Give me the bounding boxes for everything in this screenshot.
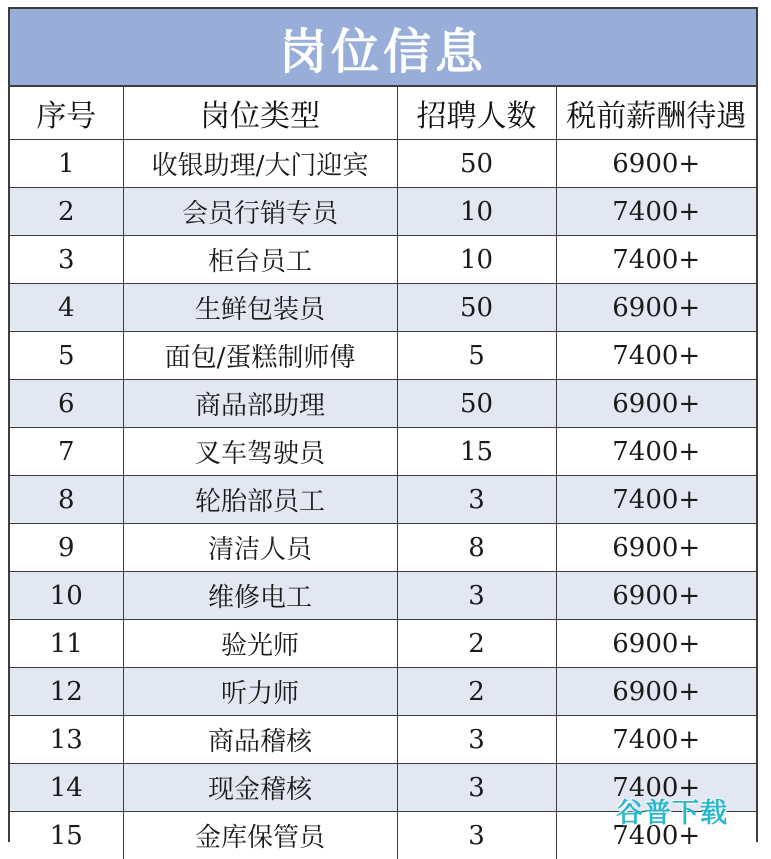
row-index-cell: 15	[10, 812, 123, 859]
header-row	[10, 87, 756, 140]
job-type-cell: 轮胎部员工	[123, 476, 397, 524]
salary-cell: 7400+	[556, 428, 756, 476]
salary-cell: 7400+	[556, 716, 756, 764]
table-row	[10, 236, 756, 284]
headcount-cell: 50	[397, 380, 556, 428]
job-type-cell: 听力师	[123, 668, 397, 716]
table-row	[10, 332, 756, 380]
job-type-cell: 柜台员工	[123, 236, 397, 284]
salary-cell: 6900+	[556, 140, 756, 188]
table-row	[10, 476, 756, 524]
table-row	[10, 380, 756, 428]
job-table	[10, 87, 756, 859]
headcount-cell: 50	[397, 284, 556, 332]
table-row	[10, 572, 756, 620]
headcount-cell: 10	[397, 236, 556, 284]
salary-cell: 7400+	[556, 812, 756, 859]
job-type-cell: 验光师	[123, 620, 397, 668]
row-index-cell: 13	[10, 716, 123, 764]
watermark-logo: 谷普下载	[616, 791, 728, 830]
job-type-cell: 金库保管员	[123, 812, 397, 859]
salary-cell: 7400+	[556, 236, 756, 284]
job-type-cell: 维修电工	[123, 572, 397, 620]
header-index: 序号	[10, 87, 123, 140]
table-row	[10, 188, 756, 236]
row-index-cell: 12	[10, 668, 123, 716]
table-row	[10, 524, 756, 572]
row-index-cell: 1	[10, 140, 123, 188]
header-salary: 税前薪酬待遇	[556, 87, 756, 140]
job-info-table-sheet	[8, 7, 758, 842]
headcount-cell: 2	[397, 620, 556, 668]
table-title: 岗位信息	[279, 13, 487, 82]
table-row	[10, 284, 756, 332]
title-bar	[10, 9, 756, 87]
row-index-cell: 2	[10, 188, 123, 236]
header-job-type: 岗位类型	[123, 87, 397, 140]
row-index-cell: 14	[10, 764, 123, 812]
job-type-cell: 商品稽核	[123, 716, 397, 764]
header-headcount: 招聘人数	[397, 87, 556, 140]
headcount-cell: 3	[397, 812, 556, 859]
salary-cell: 7400+	[556, 188, 756, 236]
headcount-cell: 5	[397, 332, 556, 380]
headcount-cell: 8	[397, 524, 556, 572]
table-body	[10, 140, 756, 859]
job-type-cell: 现金稽核	[123, 764, 397, 812]
row-index-cell: 10	[10, 572, 123, 620]
salary-cell: 6900+	[556, 380, 756, 428]
salary-cell: 6900+	[556, 284, 756, 332]
salary-cell: 7400+	[556, 332, 756, 380]
headcount-cell: 10	[397, 188, 556, 236]
job-type-cell: 清洁人员	[123, 524, 397, 572]
headcount-cell: 3	[397, 572, 556, 620]
table-row	[10, 716, 756, 764]
table-row	[10, 668, 756, 716]
row-index-cell: 6	[10, 380, 123, 428]
salary-cell: 6900+	[556, 620, 756, 668]
job-type-cell: 生鲜包装员	[123, 284, 397, 332]
headcount-cell: 3	[397, 764, 556, 812]
job-type-cell: 收银助理/大门迎宾	[123, 140, 397, 188]
row-index-cell: 11	[10, 620, 123, 668]
headcount-cell: 50	[397, 140, 556, 188]
headcount-cell: 2	[397, 668, 556, 716]
salary-cell: 6900+	[556, 572, 756, 620]
salary-cell: 6900+	[556, 524, 756, 572]
job-type-cell: 会员行销专员	[123, 188, 397, 236]
headcount-cell: 3	[397, 476, 556, 524]
row-index-cell: 3	[10, 236, 123, 284]
row-index-cell: 9	[10, 524, 123, 572]
row-index-cell: 5	[10, 332, 123, 380]
job-type-cell: 叉车驾驶员	[123, 428, 397, 476]
headcount-cell: 3	[397, 716, 556, 764]
salary-cell: 7400+	[556, 764, 756, 812]
table-row	[10, 620, 756, 668]
table-row	[10, 428, 756, 476]
row-index-cell: 4	[10, 284, 123, 332]
salary-cell: 6900+	[556, 668, 756, 716]
headcount-cell: 15	[397, 428, 556, 476]
salary-cell: 7400+	[556, 476, 756, 524]
table-row	[10, 140, 756, 188]
job-type-cell: 面包/蛋糕制师傅	[123, 332, 397, 380]
job-type-cell: 商品部助理	[123, 380, 397, 428]
row-index-cell: 8	[10, 476, 123, 524]
row-index-cell: 7	[10, 428, 123, 476]
